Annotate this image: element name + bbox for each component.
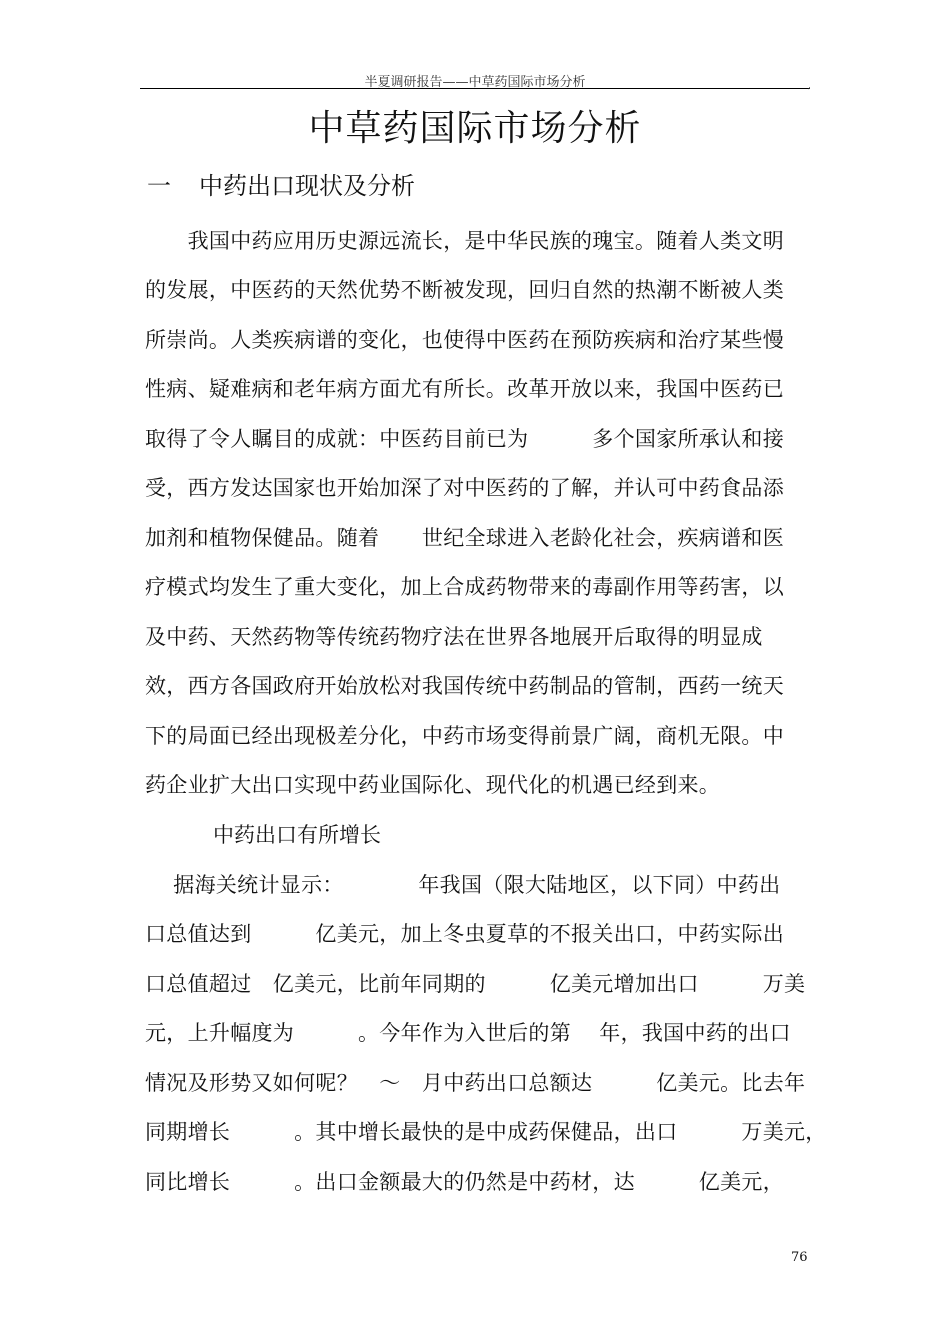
paragraph-line: 的发展，中医药的天然优势不断被发现，回归自然的热潮不断被人类	[145, 278, 784, 302]
paragraph-line: 我国中药应用历史源远流长，是中华民族的瑰宝。随着人类文明	[145, 229, 784, 253]
paragraph-line: 加剂和植物保健品。随着 世纪全球进入老龄化社会，疾病谱和医	[145, 526, 784, 550]
paragraph-line: 受，西方发达国家也开始加深了对中医药的了解，并认可中药食品添	[145, 476, 784, 500]
section-title: 中药出口现状及分析	[199, 172, 415, 200]
running-header: 半夏调研报告——中草药国际市场分析	[364, 75, 586, 90]
paragraph-line: 药企业扩大出口实现中药业国际化、现代化的机遇已经到来。	[145, 773, 721, 797]
paragraph-line: 及中药、天然药物等传统药物疗法在世界各地展开后取得的明显成	[145, 625, 763, 649]
paragraph-line: 情况及形势又如何呢？ ～ 月中药出口总额达 亿美元。比去年	[145, 1071, 806, 1095]
paragraph-line: 口总值超过 亿美元，比前年同期的 亿美元增加出口 万美	[145, 972, 806, 996]
header-mark: ,	[808, 81, 811, 91]
section-number: 一	[147, 172, 171, 200]
paragraph-line: 取得了令人瞩目的成就：中医药目前已为 多个国家所承认和接	[145, 427, 784, 451]
paragraph-line: 性病、疑难病和老年病方面尤有所长。改革开放以来，我国中医药已	[145, 377, 784, 401]
paragraph-line: 同比增长 。出口金额最大的仍然是中药材，达 亿美元，	[145, 1170, 784, 1194]
paragraph-line: 效，西方各国政府开始放松对我国传统中药制品的管制，西药一统天	[145, 674, 784, 698]
paragraph-line: 所崇尚。人类疾病谱的变化，也使得中医药在预防疾病和治疗某些慢	[145, 328, 784, 352]
document-title: 中草药国际市场分析	[308, 108, 642, 149]
paragraph-line: 同期增长 。其中增长最快的是中成药保健品，出口 万美元，	[145, 1120, 827, 1144]
subheading: 中药出口有所增长	[213, 823, 381, 847]
paragraph-line: 疗模式均发生了重大变化，加上合成药物带来的毒副作用等药害，以	[145, 575, 784, 599]
paragraph-line: 元，上升幅度为 。今年作为入世后的第 年，我国中药的出口	[145, 1021, 791, 1045]
page-number: 76	[791, 1250, 808, 1265]
section-heading	[147, 166, 415, 201]
paragraph-line: 据海关统计显示： 年我国（限大陆地区，以下同）中药出	[145, 873, 781, 897]
header-rule	[140, 88, 810, 89]
paragraph-line: 下的局面已经出现极差分化，中药市场变得前景广阔，商机无限。中	[145, 724, 784, 748]
paragraph-line: 口总值达到 亿美元，加上冬虫夏草的不报关出口，中药实际出	[145, 922, 784, 946]
